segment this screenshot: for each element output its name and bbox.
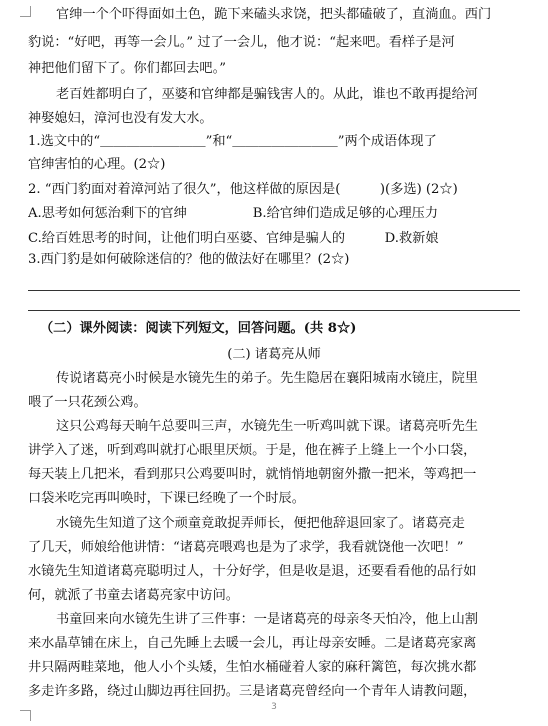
passage-title: (二) 诸葛亮从师 xyxy=(227,347,321,362)
section-heading: （二）课外阅读：阅读下列短文，回答问题。(共 8☆) xyxy=(40,321,357,336)
text-line: 豹说：“好吧，再等一会儿。” 过了一会儿，他才说：“起来吧。看样子是河 xyxy=(28,35,455,50)
text-line: 传说诸葛亮小时候是水镜先生的弟子。先生隐居在襄阳城南水镜庄，院里 xyxy=(56,371,478,386)
text-line: 书童回来向水镜先生讲了三件事：一是诸葛亮的母亲冬天怕冷，他上山割 xyxy=(56,612,478,627)
option-line: A.思考如何惩治剩下的官绅 B.给官绅们造成足够的心理压力 xyxy=(28,206,439,221)
answer-line xyxy=(28,290,520,291)
text-line: 口袋米吃完再叫唤时，下课已经晚了一个时辰。 xyxy=(28,491,305,506)
text-line: 来水晶草铺在床上，自己先睡上去暖一会儿，再让母亲安睡。二是诸葛亮家离 xyxy=(28,636,477,651)
text-line: 老百姓都明白了，巫婆和官绅都是骗钱害人的。从此，谁也不敢再提给河 xyxy=(56,87,478,102)
question-2: 2. “西门豹面对着漳河站了很久”，他这样做的原因是( )(多选) (2☆) xyxy=(28,182,458,197)
question-3: 3.西门豹是如何破除迷信的？他的做法好在哪里？(2☆) xyxy=(28,252,350,267)
text-line: 每天装上几把米，看到那只公鸡要叫时，就悄悄地朝窗外撒一把米，等鸡把一 xyxy=(28,467,477,482)
text-line: 神把他们留下了。你们都回去吧。” xyxy=(28,61,226,76)
text-line: 多走许多路，绕过山脚边再往回扔。三是诸葛亮曾经向一个青年人请教问题， xyxy=(28,684,477,699)
text-line: 讲学入了迷，听到鸡叫就打心眼里厌烦。于是，他在裤子上缝上一个小口袋， xyxy=(28,443,477,458)
section-divider xyxy=(28,310,520,311)
question-1: 1.选文中的“＿＿＿＿＿＿＿＿”和“＿＿＿＿＿＿＿＿”两个成语体现了 xyxy=(28,134,437,149)
text-line: 神娶媳妇，漳河也没有发大水。 xyxy=(28,111,213,126)
text-line: 了几天，师娘给他讲情：“诸葛亮喂鸡也是为了求学，我看就饶他一次吧！” xyxy=(28,540,464,555)
page-number: 3 xyxy=(271,702,277,712)
text-line: 这只公鸡每天晌午总要叫三声，水镜先生一听鸡叫就下课。诸葛亮听先生 xyxy=(56,419,478,434)
text-line: 官绅一个个吓得面如土色，跪下来磕头求饶，把头都磕破了，直淌血。西门 xyxy=(56,7,492,22)
crop-mark-top xyxy=(20,6,31,17)
text-line: 水镜先生知道了这个顽童竟敢捉弄师长，便把他辞退回家了。诸葛亮走 xyxy=(56,516,465,531)
text-line: 井只隔两畦菜地，他人小个头矮，生怕水桶碰着人家的麻秆篱笆，每次挑水都 xyxy=(28,660,477,675)
text-line: 喂了一只花颈公鸡。 xyxy=(28,395,147,410)
text-line: 水镜先生知道诸葛亮聪明过人，十分好学，但是收是退，还要看看他的品行如 xyxy=(28,564,477,579)
text-line: 何，就派了书童去诸葛亮家中访问。 xyxy=(28,588,239,603)
question-1-cont: 官绅害怕的心理。(2☆) xyxy=(28,157,166,172)
option-line: C.给百姓思考的时间，让他们明白巫婆、官绅是骗人的 D.救新娘 xyxy=(28,231,439,246)
